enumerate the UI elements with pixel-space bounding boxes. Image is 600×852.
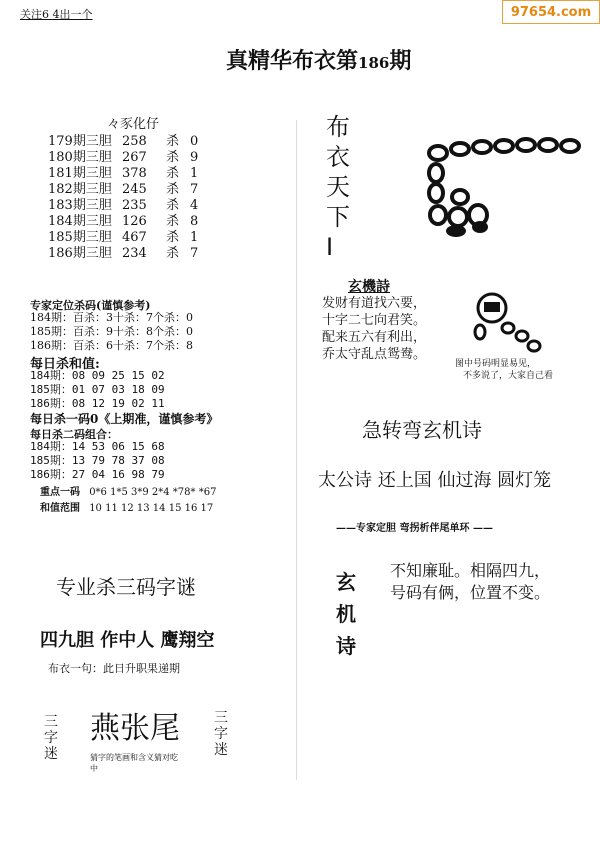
right-vertical: 三 字 迷 xyxy=(214,710,228,758)
xuanji-line: 不知廉耻。相隔四九， xyxy=(390,561,551,580)
xuanji-poem xyxy=(390,560,550,604)
expert-row: 185期：百杀：9十杀：8个杀：0 xyxy=(30,325,193,338)
left-vertical: 三 字 迷 xyxy=(44,714,58,762)
history-row: 182期三胆 245 杀 7 xyxy=(48,182,199,197)
page-title xyxy=(226,44,411,75)
daily-one-title: 每日杀一码0《上期准，谨慎参考》 xyxy=(30,412,219,426)
history-row: 184期三胆 126 杀 8 xyxy=(48,214,199,229)
history-table xyxy=(48,134,198,262)
issue-number: 186 xyxy=(358,54,390,72)
urgent-title: 急转弯玄机诗 xyxy=(362,418,482,442)
sum-range-label: 和值范围 xyxy=(40,503,80,514)
history-row: 180期三胆 267 杀 9 xyxy=(48,150,199,165)
ring-chain-picture xyxy=(470,290,570,360)
daily-sum-row: 185期：01 07 03 18 09 xyxy=(30,383,165,396)
daily-sum-row: 186期：08 12 19 02 11 xyxy=(30,397,165,410)
buyi-line: 布衣一句：此日升职果递期 xyxy=(48,662,180,675)
top-note: 关注6 4出一个 xyxy=(20,8,93,21)
title-text: 真精华布衣第 xyxy=(226,48,359,74)
xuanji-vertical: 玄 机 诗 xyxy=(336,570,356,658)
history-row: 185期三胆 467 杀 1 xyxy=(48,230,199,245)
poem-lines xyxy=(322,295,426,363)
poem-line: 十字二七向君笑。 xyxy=(322,313,427,328)
daily-two-row: 184期：14 53 06 15 68 xyxy=(30,440,165,453)
left-header: 々豕化仔 xyxy=(107,117,160,132)
xuanji-line: 号码有俩，位置不变。 xyxy=(390,583,551,602)
expert-row: 184期：百杀：3十杀：7个杀：0 xyxy=(30,311,193,324)
key-one-line xyxy=(40,483,216,498)
column-divider xyxy=(296,120,297,780)
daily-sum-title: 每日杀和值: xyxy=(30,357,100,372)
sum-range-values: 10 11 12 13 14 15 16 17 xyxy=(89,503,214,514)
expert-rows xyxy=(30,311,193,353)
riddle-title: 专业杀三码字谜 xyxy=(56,575,196,599)
poem-line: 配来五六有利出， xyxy=(322,330,427,345)
daily-two-row: 185期：13 79 78 37 08 xyxy=(30,454,165,467)
daily-two-row: 186期：27 04 16 98 79 xyxy=(30,468,165,481)
expert-row: 186期：百杀：6十杀：7个杀：8 xyxy=(30,339,193,352)
poem-line: 发财有道找六要， xyxy=(322,296,427,311)
riddle-line: 四九胆 作中人 鹰翔空 xyxy=(40,630,215,651)
expert-title: 专家定位杀码(谨慎参考) xyxy=(30,299,151,312)
daily-sum-rows xyxy=(30,369,165,411)
expert-tail: ——专家定胆 弯拐析伴尾单环 —— xyxy=(336,523,493,534)
poem-line: 乔太守乱点鸳鸯。 xyxy=(322,347,427,362)
key-one-values: 0*6 1*5 3*9 2*4 *78* *67 xyxy=(89,487,217,498)
watermark-logo: 97654.com xyxy=(502,0,600,24)
issue-suffix: 期 xyxy=(389,48,412,74)
history-row: 181期三胆 378 杀 1 xyxy=(48,166,199,181)
history-row: 183期三胆 235 杀 4 xyxy=(48,198,199,213)
history-row: 186期三胆 234 杀 7 xyxy=(48,246,199,261)
picture-note: 图中号码明显易见， 不多说了，大家自己看 xyxy=(455,359,554,381)
key-one-label: 重点一码 xyxy=(40,487,80,498)
word-note: 猜字的笔画和含义猜对吃中 xyxy=(90,753,178,773)
chain-picture xyxy=(420,135,590,245)
taigong-line: 太公诗 还上国 仙过海 圆灯笼 xyxy=(318,470,552,491)
daily-two-rows xyxy=(30,440,165,482)
buyi-vertical: 布 衣 天 下 I xyxy=(326,113,350,261)
daily-two-title: 每日杀二码组合： xyxy=(30,428,118,441)
daily-sum-row: 184期：08 09 25 15 02 xyxy=(30,369,165,382)
sum-range-line xyxy=(40,499,213,514)
history-row: 179期三胆 258 杀 0 xyxy=(48,134,199,149)
word-main: 燕张尾 xyxy=(90,711,180,746)
poem-title: 玄機詩 xyxy=(348,279,390,295)
